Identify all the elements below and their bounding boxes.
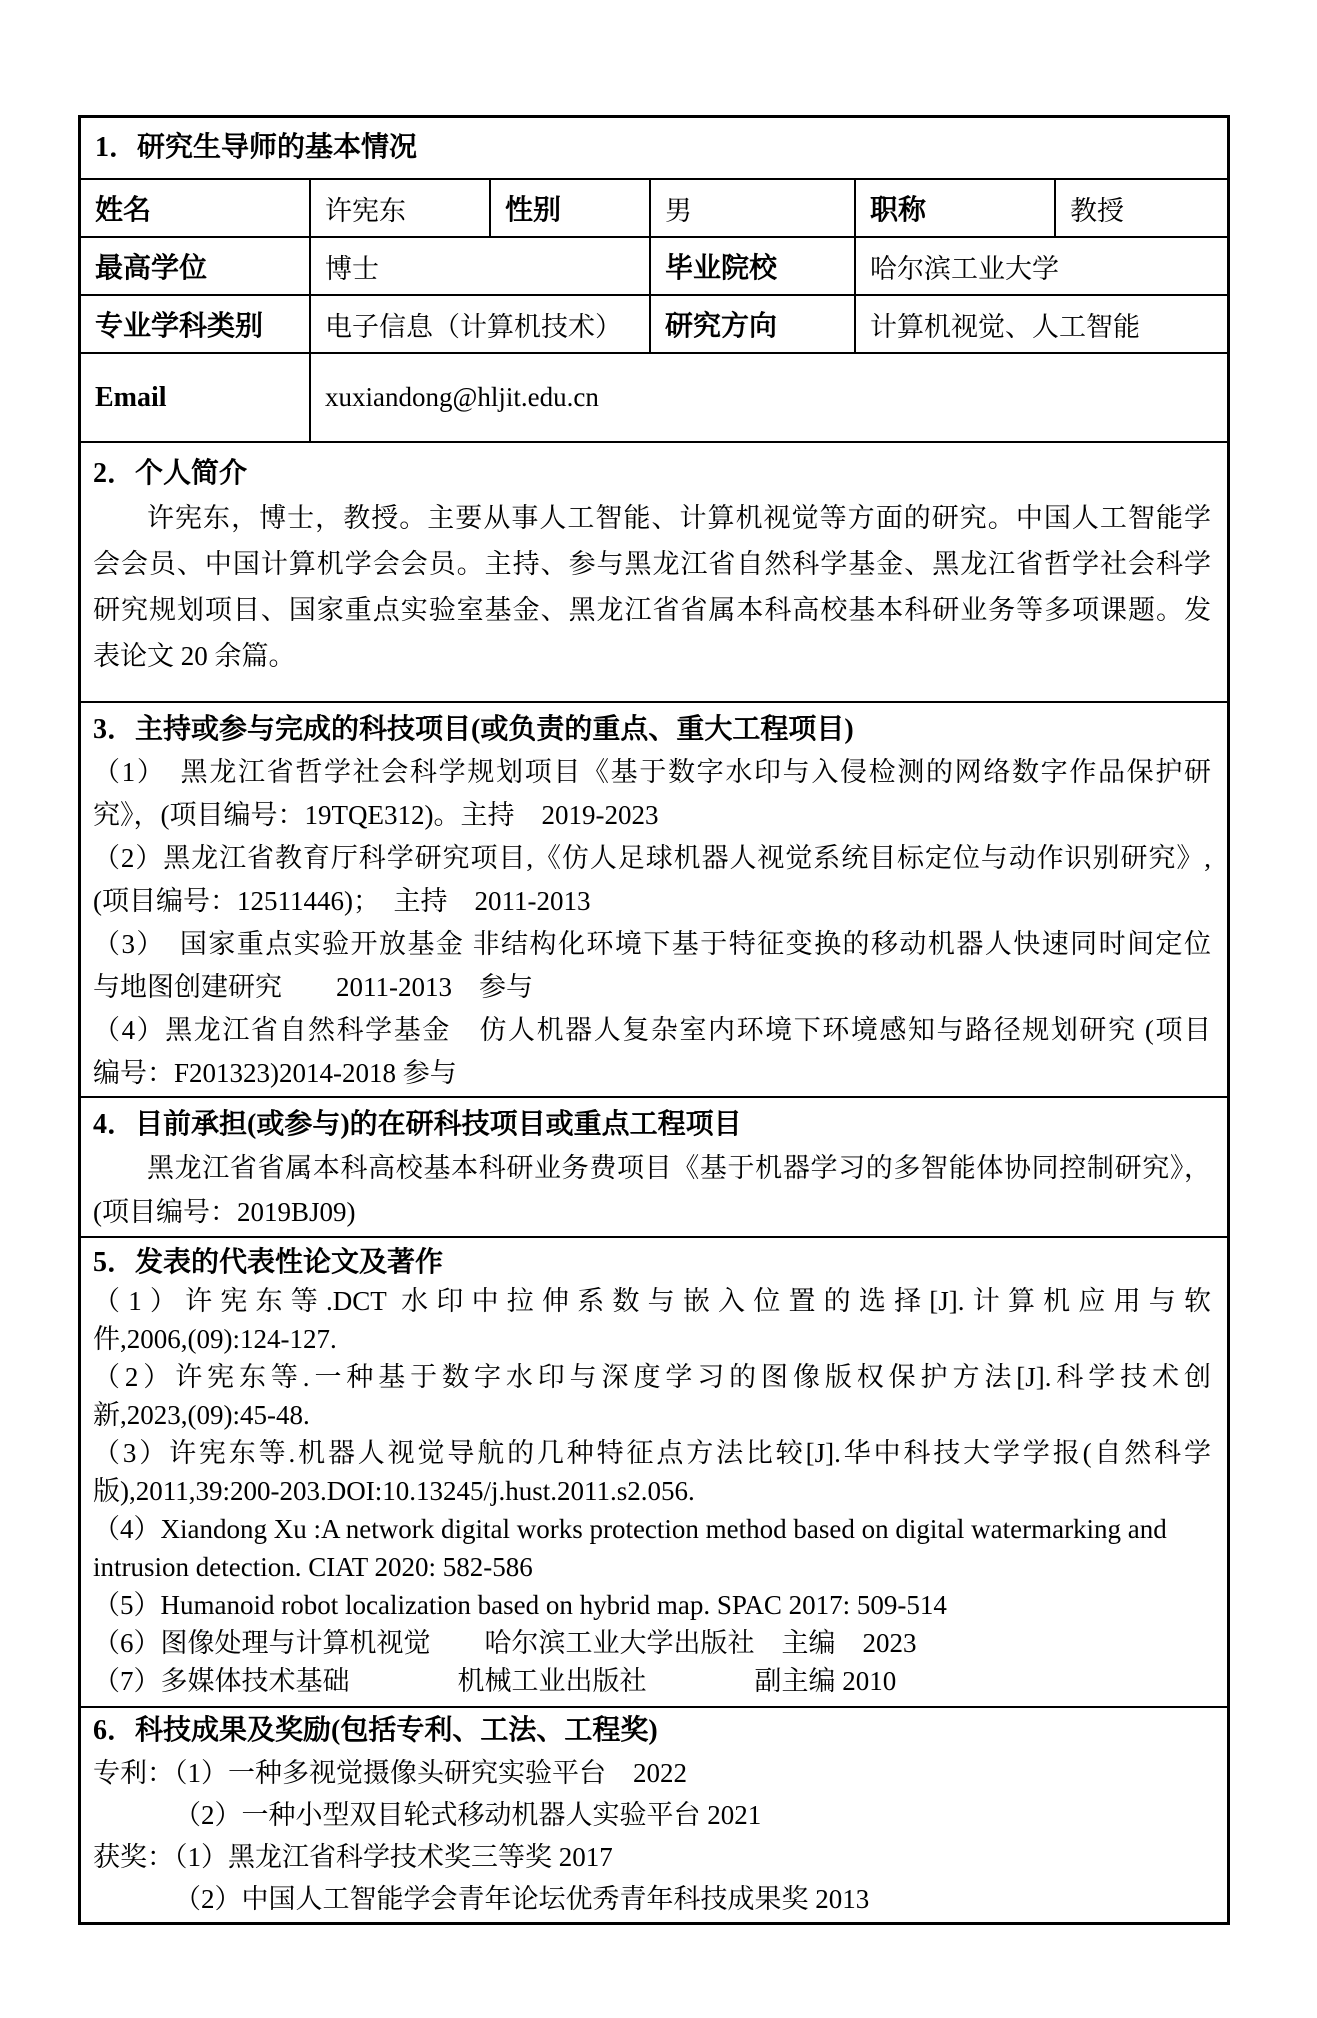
- section5-title: 5．发表的代表性论文及著作: [93, 1247, 444, 1278]
- degree-label: 最高学位: [81, 238, 311, 294]
- award-line: 获奖：（1）黑龙江省科学技术奖三等奖 2017: [93, 1842, 613, 1872]
- research-label: 研究方向: [651, 296, 856, 352]
- project-line: （2）黑龙江省教育厅科学研究项目,《仿人足球机器人视觉系统目标定位与动作识别研究》,: [93, 843, 1211, 873]
- section6-title: 6．科技成果及奖励(包括专利、工法、工程奖): [93, 1715, 658, 1746]
- section2-title: 2．个人简介: [93, 458, 248, 489]
- publication-line: （2）许宪东等.一种基于数字水印与深度学习的图像版权保护方法[J].科学技术创: [93, 1362, 1211, 1392]
- school-label: 毕业院校: [651, 238, 856, 294]
- section4-title: 4．目前承担(或参与)的在研科技项目或重点工程项目: [93, 1109, 742, 1140]
- publication-line: （4）Xiandong Xu :A network digital works protection method based on digital watermarking and: [93, 1514, 1167, 1544]
- publication-line: （3）许宪东等.机器人视觉导航的几种特征点方法比较[J].华中科技大学学报(自然科学: [93, 1438, 1211, 1468]
- degree-value: 博士: [311, 238, 651, 294]
- section1-header: [81, 118, 1227, 180]
- project-line: （1） 黑龙江省哲学社会科学规划项目《基于数字水印与入侵检测的网络数字作品保护研: [93, 757, 1211, 787]
- section5-publications: [81, 1238, 1227, 1708]
- research-value: 计算机视觉、人工智能: [870, 311, 1140, 342]
- section4-current-projects: [81, 1098, 1227, 1238]
- project-line: （4）黑龙江省自然科学基金 仿人机器人复杂室内环境下环境感知与路径规划研究 (项目: [93, 1015, 1211, 1045]
- form-table: [78, 115, 1230, 1925]
- email-label: Email: [81, 354, 311, 441]
- info-row-name: [81, 180, 1227, 238]
- publication-line: （6）图像处理与计算机视觉 哈尔滨工业大学出版社 主编 2023: [93, 1628, 917, 1658]
- section3-completed-projects: [81, 703, 1227, 1098]
- gender-value: 男: [651, 180, 856, 236]
- current-project-line: (项目编号：2019BJ09): [93, 1197, 356, 1227]
- current-project-line: 黑龙江省省属本科高校基本科研业务费项目《基于机器学习的多智能体协同控制研究》，: [147, 1153, 1211, 1183]
- bio-line: 许宪东，博士，教授。主要从事人工智能、计算机视觉等方面的研究。中国人工智能学: [147, 503, 1211, 533]
- jobtitle-value: 教授: [1070, 195, 1124, 226]
- section1-title: 1．研究生导师的基本情况: [95, 132, 418, 163]
- name-value: 许宪东: [311, 180, 491, 236]
- info-row-degree: [81, 238, 1227, 296]
- major-value: 电子信息（计算机技术）: [311, 296, 651, 352]
- project-line: （3） 国家重点实验开放基金 非结构化环境下基于特征变换的移动机器人快速同时间定位: [93, 929, 1211, 959]
- major-label: 专业学科类别: [81, 296, 311, 352]
- section6-achievements: [81, 1708, 1227, 1922]
- project-line: 与地图创建研究 2011-2013 参与: [93, 972, 533, 1002]
- school-value: 哈尔滨工业大学: [870, 253, 1059, 284]
- publication-line: （7）多媒体技术基础 机械工业出版社 副主编 2010: [93, 1666, 897, 1696]
- award-line: （2）中国人工智能学会青年论坛优秀青年科技成果奖 2013: [174, 1884, 870, 1914]
- bio-line: 表论文 20 余篇。: [93, 641, 296, 671]
- patent-line: （2）一种小型双目轮式移动机器人实验平台 2021: [174, 1800, 762, 1830]
- publication-line: intrusion detection. CIAT 2020: 582-586: [93, 1552, 533, 1582]
- publication-line: 新,2023,(09):45-48.: [93, 1400, 310, 1430]
- name-label: 姓名: [81, 180, 311, 236]
- publication-line: 件,2006,(09):124-127.: [93, 1324, 337, 1354]
- info-row-major: [81, 296, 1227, 354]
- project-line: 编号：F201323)2014-2018 参与: [93, 1058, 457, 1088]
- jobtitle-label: 职称: [856, 180, 1056, 236]
- publication-line: （1）许宪东等.DCT 水印中拉伸系数与嵌入位置的选择[J].计算机应用与软: [93, 1286, 1211, 1316]
- email-value: xuxiandong@hljit.edu.cn: [325, 382, 599, 412]
- project-line: (项目编号：12511446)； 主持 2011-2013: [93, 886, 591, 916]
- bio-line: 研究规划项目、国家重点实验室基金、黑龙江省省属本科高校基本科研业务等多项课题。发: [93, 595, 1211, 625]
- section3-title: 3．主持或参与完成的科技项目(或负责的重点、重大工程项目): [93, 714, 854, 745]
- bio-line: 会会员、中国计算机学会会员。主持、参与黑龙江省自然科学基金、黑龙江省哲学社会科学: [93, 549, 1211, 579]
- gender-label: 性别: [491, 180, 651, 236]
- publication-line: （5）Humanoid robot localization based on hybrid map. SPAC 2017: 509-514: [93, 1590, 947, 1620]
- section2-bio: [81, 443, 1227, 703]
- project-line: 究》，(项目编号：19TQE312)。主持 2019-2023: [93, 800, 659, 830]
- info-row-email: [81, 354, 1227, 443]
- publication-line: 版),2011,39:200-203.DOI:10.13245/j.hust.2011.s2.056.: [93, 1476, 695, 1506]
- patent-line: 专利：（1）一种多视觉摄像头研究实验平台 2022: [93, 1758, 687, 1788]
